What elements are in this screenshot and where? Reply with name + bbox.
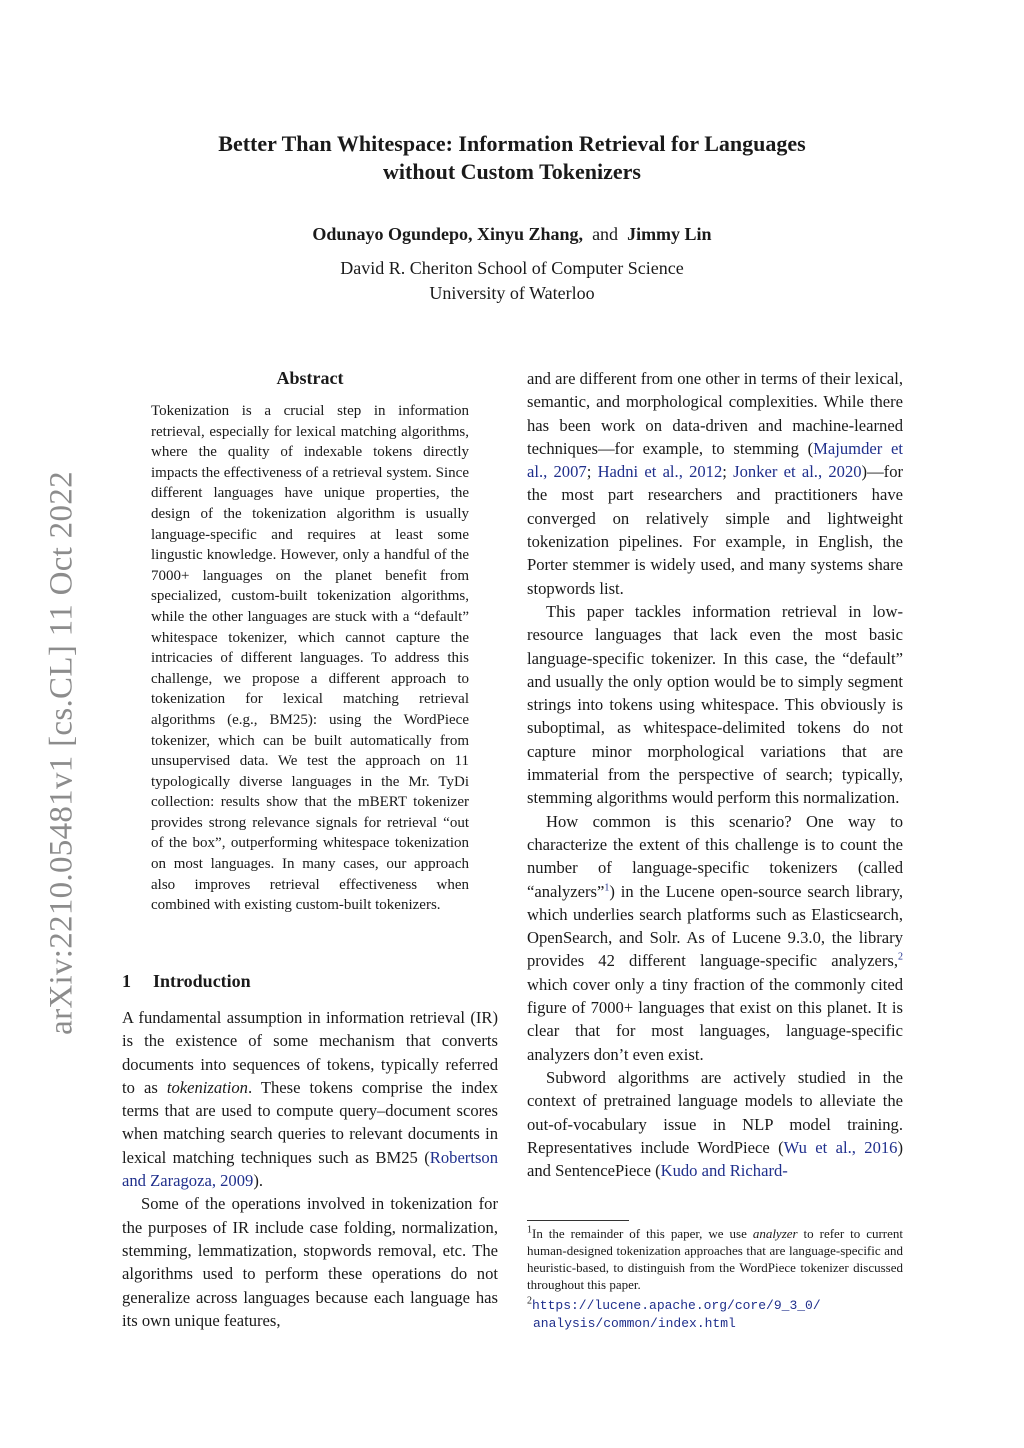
right-paragraph-2: This paper tackles information retrieval in low-resource languages that lack even the most basic language-specific tokenizer. In this case, the “default” and usually the only option would be to simply segment strings into tokens using whitespace. This obviously is suboptimal, as whitespace-delimited tokens do not capture minor morphological variations that are immaterial from the perspective of search; typically, stemming algorithms would perform this normalization. — [527, 601, 903, 808]
affiliation-line-2: University of Waterloo — [429, 283, 595, 303]
affiliation-line-1: David R. Cheriton School of Computer Science — [340, 258, 684, 278]
right-paragraph-4 — [527, 1066, 903, 1182]
author-conjunction: and — [592, 224, 619, 244]
text-run: )—for the most part researchers and practitioners have converged on relatively simple and lightweight tokenization pipelines. For example, in English, the Porter stemmer is widely used, and many systems share stopwords list. — [527, 462, 904, 598]
text-run: . These tokens comprise the index terms that are used to compute query–document scores when matching search queries to relevant documents in lexical matching techniques such as BM25 ( — [122, 1077, 498, 1167]
footnote-divider — [527, 1220, 629, 1221]
citation-link[interactable]: Wu et al., 2016 — [783, 1137, 898, 1157]
left-column-body — [122, 1006, 498, 1332]
author-1: Odunayo Ogundepo, — [312, 224, 473, 244]
section-title: Introduction — [153, 971, 251, 991]
author-list — [150, 222, 874, 246]
title-line-2: without Custom Tokenizers — [383, 159, 641, 184]
footnote-1 — [527, 1225, 903, 1293]
url-line-1[interactable]: https://lucene.apache.org/core/9_3_0/ — [532, 1298, 821, 1313]
text-run: How common is this scenario? One way to characterize the extent of this challenge is to count the number of language-specific tokenizers (called “analyzers” — [527, 811, 903, 901]
text-run: A fundamental assumption in information retrieval (IR) is the existence of some mechanism that converts documents into sequences of tokens, typically referred to as — [122, 1008, 498, 1097]
author-2: Xinyu Zhang, — [477, 224, 584, 244]
footnote-mark: 2 — [527, 1295, 532, 1307]
section-number: 1 — [122, 971, 131, 991]
text-run: to refer to current human-designed tokenization approaches that are language-specific and heuristic-based, to distinguish from the WordPiece tokenizer discussed throughout this paper. — [527, 1226, 904, 1292]
affiliation — [150, 256, 874, 306]
text-run: ; — [586, 462, 598, 482]
author-3: Jimmy Lin — [627, 224, 712, 244]
emphasis-term: tokenization — [166, 1077, 248, 1097]
text-run: ). — [253, 1171, 263, 1191]
right-paragraph-1 — [527, 367, 903, 600]
text-run: In the remainder of this paper, we use — [532, 1226, 753, 1241]
citation-link[interactable]: Majumder et al., 2007 — [527, 438, 903, 482]
text-run: which cover only a tiny fraction of the commonly cited figure of 7000+ languages that exist on this planet. It is clear that for most languages, language-specific analyzers don’t even exist. — [527, 974, 903, 1064]
footnote-marker-link[interactable]: 2 — [898, 951, 903, 963]
paper-title — [150, 130, 874, 186]
footnotes — [527, 1225, 903, 1333]
text-run: ) and SentencePiece ( — [527, 1137, 903, 1181]
title-line-1: Better Than Whitespace: Information Retrieval for Languages — [218, 131, 806, 156]
intro-paragraph-1 — [122, 1006, 498, 1192]
text-run: and are different from one other in terms of their lexical, semantic, and morphological complexities. While there has been work on data-driven and machine-learned techniques—for example, to stemming ( — [527, 369, 903, 458]
text-run: ; — [722, 462, 734, 482]
text-run: ) in the Lucene open-source search library, which underlies search platforms such as Elasticsearch, OpenSearch, and Solr. As of Lucene 9.3.0, the library provides 42 different language-specific analyzers, — [527, 881, 903, 971]
citation-link[interactable]: Hadni et al., 2012 — [597, 462, 723, 482]
emphasis-term: analyzer — [752, 1226, 798, 1241]
text-run: Subword algorithms are actively studied in the context of pretrained language models to alleviate the out-of-vocabulary issue in NLP model training. Representatives include WordPiece ( — [527, 1067, 903, 1157]
abstract-heading: Abstract — [276, 368, 344, 388]
intro-paragraph-2: Some of the operations involved in tokenization for the purposes of IR include case folding, normalization, stemming, lemmatization, stopwords removal, etc. The algorithms used to perform these operations do not generalize across languages because each language has its own unique features, — [122, 1194, 498, 1330]
footnote-marker-link[interactable]: 1 — [604, 882, 610, 893]
footnote-mark: 1 — [527, 1224, 532, 1236]
citation-link[interactable]: Jonker et al., 2020 — [733, 462, 862, 482]
section-heading-introduction — [122, 969, 498, 993]
right-column-body — [527, 367, 903, 1182]
citation-link[interactable]: Kudo and Richard- — [660, 1161, 788, 1181]
url-line-2[interactable]: analysis/common/index.html — [533, 1316, 736, 1331]
right-paragraph-3 — [527, 810, 903, 1066]
arxiv-identifier-stamp: arXiv:2210.05481v1 [cs.CL] 11 Oct 2022 — [43, 471, 80, 1035]
citation-link[interactable]: Robertson and Zaragoza, 2009 — [122, 1147, 498, 1191]
footnote-url-link[interactable] — [527, 1295, 903, 1333]
footnote-2 — [527, 1296, 903, 1333]
abstract-body: Tokenization is a crucial step in information retrieval, especially for lexical matching algorithms, where the quality of indexable tokens directly impacts the effectiveness of a retrieval system. Since different languages have unique properties, the design of the tokenization algorithm is usually language-specific and requires at least some lingustic knowledge. However, only a handful of the 7000+ languages on the planet benefit from specialized, custom-built tokenization algorithms, while the other languages are stuck with a “default” whitespace tokenizer, which cannot capture the intricacies of different languages. To address this challenge, we propose a different approach to tokenization for lexical matching retrieval algorithms (e.g., BM25): using the WordPiece tokenizer, which can be built automatically from unsupervised data. We test the approach on 11 typologically diverse languages in the Mr. TyDi collection: results show that the mBERT tokenizer provides strong relevance signals for retrieval “out of the box”, outperforming whitespace tokenization on most languages. In many cases, our approach also improves retrieval effectiveness when combined with existing custom-built tokenizers. — [151, 403, 469, 914]
